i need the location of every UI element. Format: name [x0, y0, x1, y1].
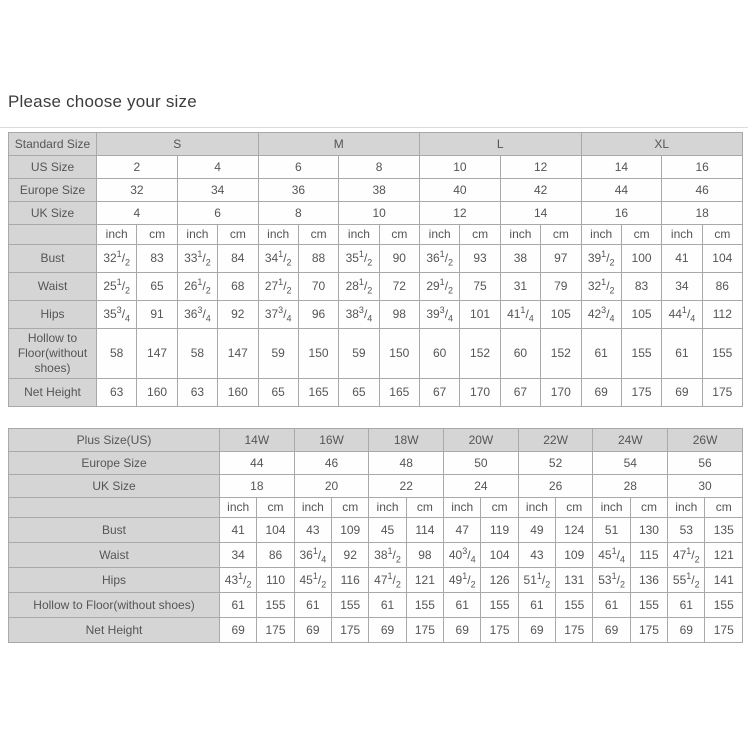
value-cell: $33^1/_2$ — [177, 245, 217, 273]
unit-header: cm — [137, 225, 177, 245]
size-col-header: L — [420, 133, 582, 156]
value-cell: 61 — [444, 593, 481, 618]
value-cell: 121 — [406, 568, 443, 593]
value-cell: 32 — [97, 179, 178, 202]
value-cell: 101 — [460, 301, 500, 329]
value-cell: 91 — [137, 301, 177, 329]
value-cell: 175 — [630, 618, 667, 643]
value-cell: 175 — [621, 379, 661, 407]
value-cell: $45^1/_4$ — [593, 543, 630, 568]
unit-header: cm — [218, 225, 258, 245]
value-cell: 12 — [420, 202, 501, 225]
unit-header: inch — [581, 225, 621, 245]
row-label: Net Height — [9, 379, 97, 407]
unit-header: cm — [705, 498, 743, 518]
size-conversion-row — [9, 202, 743, 225]
value-cell: 24 — [444, 475, 519, 498]
value-cell: 51 — [593, 518, 630, 543]
value-cell: 69 — [662, 379, 702, 407]
value-cell: $26^1/_2$ — [177, 273, 217, 301]
value-cell: 65 — [339, 379, 379, 407]
size-col-header: 14W — [220, 429, 295, 452]
row-label: Europe Size — [9, 452, 220, 475]
value-cell: $32^1/_2$ — [97, 245, 137, 273]
value-cell: $39^1/_2$ — [581, 245, 621, 273]
row-label: Bust — [9, 518, 220, 543]
value-cell: $40^3/_4$ — [444, 543, 481, 568]
unit-header: cm — [460, 225, 500, 245]
value-cell: 61 — [668, 593, 705, 618]
unit-header: cm — [379, 225, 419, 245]
measurement-row — [9, 568, 743, 593]
value-cell: 26 — [518, 475, 593, 498]
value-cell: 75 — [460, 273, 500, 301]
value-cell: 14 — [581, 156, 662, 179]
row-label: Waist — [9, 543, 220, 568]
value-cell: 8 — [258, 202, 339, 225]
value-cell: $36^1/_4$ — [294, 543, 331, 568]
value-cell: 60 — [500, 329, 540, 379]
value-cell: 155 — [406, 593, 443, 618]
value-cell: 175 — [702, 379, 742, 407]
size-col-header: XL — [581, 133, 743, 156]
value-cell: 36 — [258, 179, 339, 202]
value-cell: 63 — [97, 379, 137, 407]
value-cell: 4 — [177, 156, 258, 179]
value-cell: 50 — [444, 452, 519, 475]
unit-header: cm — [556, 498, 593, 518]
value-cell: 34 — [662, 273, 702, 301]
size-col-header: 20W — [444, 429, 519, 452]
unit-header: cm — [621, 225, 661, 245]
size-col-header: 26W — [668, 429, 743, 452]
value-cell: $35^1/_2$ — [339, 245, 379, 273]
value-cell: 114 — [406, 518, 443, 543]
value-cell: 109 — [556, 543, 593, 568]
measurement-row — [9, 379, 743, 407]
value-cell: 12 — [500, 156, 581, 179]
value-cell: $45^1/_2$ — [294, 568, 331, 593]
unit-header: inch — [662, 225, 702, 245]
value-cell: 69 — [444, 618, 481, 643]
value-cell: $47^1/_2$ — [369, 568, 406, 593]
value-cell: 14 — [500, 202, 581, 225]
value-cell: 46 — [294, 452, 369, 475]
value-cell: 92 — [218, 301, 258, 329]
value-cell: 48 — [369, 452, 444, 475]
value-cell: 43 — [518, 543, 555, 568]
value-cell: 10 — [339, 202, 420, 225]
value-cell: 69 — [518, 618, 555, 643]
value-cell: $55^1/_2$ — [668, 568, 705, 593]
value-cell: 115 — [630, 543, 667, 568]
value-cell: 34 — [220, 543, 257, 568]
value-cell: 160 — [218, 379, 258, 407]
value-cell: 86 — [702, 273, 742, 301]
value-cell: 86 — [257, 543, 294, 568]
unit-header: inch — [420, 225, 460, 245]
value-cell: 105 — [541, 301, 581, 329]
value-cell: 155 — [257, 593, 294, 618]
units-row — [9, 498, 743, 518]
unit-header: cm — [481, 498, 518, 518]
value-cell: $41^1/_4$ — [500, 301, 540, 329]
value-cell: 54 — [593, 452, 668, 475]
value-cell: $43^1/_2$ — [220, 568, 257, 593]
value-cell: $25^1/_2$ — [97, 273, 137, 301]
value-cell: 147 — [137, 329, 177, 379]
corner-label: Plus Size(US) — [9, 429, 220, 452]
value-cell: 69 — [294, 618, 331, 643]
value-cell: 44 — [581, 179, 662, 202]
value-cell: 18 — [220, 475, 295, 498]
size-col-header: 18W — [369, 429, 444, 452]
value-cell: 67 — [420, 379, 460, 407]
unit-header: cm — [298, 225, 338, 245]
value-cell: 150 — [379, 329, 419, 379]
measurement-row — [9, 329, 743, 379]
value-cell: 135 — [705, 518, 743, 543]
measurement-row — [9, 618, 743, 643]
value-cell: 60 — [420, 329, 460, 379]
unit-header: inch — [294, 498, 331, 518]
size-header-row — [9, 133, 743, 156]
value-cell: $51^1/_2$ — [518, 568, 555, 593]
value-cell: 126 — [481, 568, 518, 593]
value-cell: $53^1/_2$ — [593, 568, 630, 593]
unit-header: inch — [97, 225, 137, 245]
unit-header: cm — [541, 225, 581, 245]
value-cell: $38^3/_4$ — [339, 301, 379, 329]
value-cell: 8 — [339, 156, 420, 179]
value-cell: $49^1/_2$ — [444, 568, 481, 593]
value-cell: 22 — [369, 475, 444, 498]
value-cell: $47^1/_2$ — [668, 543, 705, 568]
value-cell: 155 — [621, 329, 661, 379]
value-cell: 93 — [460, 245, 500, 273]
size-col-header: 22W — [518, 429, 593, 452]
value-cell: 124 — [556, 518, 593, 543]
unit-header: inch — [500, 225, 540, 245]
corner-label: Standard Size — [9, 133, 97, 156]
value-cell: $42^3/_4$ — [581, 301, 621, 329]
value-cell: 56 — [668, 452, 743, 475]
value-cell: 116 — [332, 568, 369, 593]
value-cell: 100 — [621, 245, 661, 273]
value-cell: $36^3/_4$ — [177, 301, 217, 329]
value-cell: 155 — [630, 593, 667, 618]
measurement-row — [9, 593, 743, 618]
value-cell: 28 — [593, 475, 668, 498]
value-cell: 30 — [668, 475, 743, 498]
row-label: Europe Size — [9, 179, 97, 202]
value-cell: 47 — [444, 518, 481, 543]
value-cell: 175 — [556, 618, 593, 643]
unit-header: inch — [339, 225, 379, 245]
value-cell: 6 — [258, 156, 339, 179]
value-cell: $32^1/_2$ — [581, 273, 621, 301]
value-cell: 61 — [369, 593, 406, 618]
size-conversion-row — [9, 179, 743, 202]
value-cell: 97 — [541, 245, 581, 273]
value-cell: 147 — [218, 329, 258, 379]
value-cell: 175 — [481, 618, 518, 643]
value-cell: 68 — [218, 273, 258, 301]
units-row — [9, 225, 743, 245]
value-cell: 160 — [137, 379, 177, 407]
unit-header: inch — [177, 225, 217, 245]
value-cell: 170 — [541, 379, 581, 407]
value-cell: 44 — [220, 452, 295, 475]
value-cell: 150 — [298, 329, 338, 379]
value-cell: $38^1/_2$ — [369, 543, 406, 568]
unit-header: inch — [369, 498, 406, 518]
value-cell: 69 — [668, 618, 705, 643]
value-cell: 119 — [481, 518, 518, 543]
size-col-header: M — [258, 133, 420, 156]
value-cell: 42 — [500, 179, 581, 202]
unit-header: inch — [518, 498, 555, 518]
value-cell: 121 — [705, 543, 743, 568]
value-cell: 130 — [630, 518, 667, 543]
value-cell: 61 — [518, 593, 555, 618]
value-cell: $44^1/_4$ — [662, 301, 702, 329]
size-conversion-row — [9, 156, 743, 179]
value-cell: 155 — [702, 329, 742, 379]
row-label: Hips — [9, 301, 97, 329]
unit-header: cm — [332, 498, 369, 518]
row-label: UK Size — [9, 475, 220, 498]
value-cell: 88 — [298, 245, 338, 273]
value-cell: 175 — [705, 618, 743, 643]
value-cell: 69 — [220, 618, 257, 643]
value-cell: 104 — [257, 518, 294, 543]
plus-size-table — [8, 428, 743, 643]
unit-header: cm — [257, 498, 294, 518]
value-cell: 136 — [630, 568, 667, 593]
value-cell: 69 — [581, 379, 621, 407]
unit-header: inch — [220, 498, 257, 518]
value-cell: $37^3/_4$ — [258, 301, 298, 329]
units-row-spacer — [9, 225, 97, 245]
value-cell: 105 — [621, 301, 661, 329]
unit-header: inch — [258, 225, 298, 245]
value-cell: 38 — [500, 245, 540, 273]
value-cell: 131 — [556, 568, 593, 593]
value-cell: 61 — [593, 593, 630, 618]
value-cell: 90 — [379, 245, 419, 273]
value-cell: 109 — [332, 518, 369, 543]
measurement-row — [9, 273, 743, 301]
value-cell: 152 — [541, 329, 581, 379]
value-cell: 104 — [702, 245, 742, 273]
value-cell: 61 — [294, 593, 331, 618]
value-cell: 41 — [220, 518, 257, 543]
value-cell: 69 — [369, 618, 406, 643]
row-label: US Size — [9, 156, 97, 179]
unit-header: cm — [702, 225, 742, 245]
value-cell: 6 — [177, 202, 258, 225]
value-cell: 61 — [581, 329, 621, 379]
value-cell: 98 — [379, 301, 419, 329]
row-label: Net Height — [9, 618, 220, 643]
value-cell: 72 — [379, 273, 419, 301]
value-cell: 43 — [294, 518, 331, 543]
measurement-row — [9, 518, 743, 543]
value-cell: 155 — [556, 593, 593, 618]
value-cell: $29^1/_2$ — [420, 273, 460, 301]
value-cell: 59 — [339, 329, 379, 379]
value-cell: 152 — [460, 329, 500, 379]
measurement-row — [9, 245, 743, 273]
value-cell: 58 — [97, 329, 137, 379]
value-cell: $39^3/_4$ — [420, 301, 460, 329]
value-cell: 49 — [518, 518, 555, 543]
units-row-spacer — [9, 498, 220, 518]
value-cell: 112 — [702, 301, 742, 329]
measurement-row — [9, 301, 743, 329]
row-label: Hips — [9, 568, 220, 593]
value-cell: 170 — [460, 379, 500, 407]
value-cell: 65 — [258, 379, 298, 407]
value-cell: 40 — [420, 179, 501, 202]
value-cell: 61 — [662, 329, 702, 379]
size-header-row — [9, 429, 743, 452]
value-cell: 46 — [662, 179, 743, 202]
value-cell: 175 — [406, 618, 443, 643]
value-cell: 69 — [593, 618, 630, 643]
value-cell: 104 — [481, 543, 518, 568]
value-cell: 16 — [662, 156, 743, 179]
value-cell: $35^3/_4$ — [97, 301, 137, 329]
standard-size-table — [8, 132, 743, 407]
value-cell: 83 — [621, 273, 661, 301]
unit-header: inch — [444, 498, 481, 518]
value-cell: 2 — [97, 156, 178, 179]
value-cell: $36^1/_2$ — [420, 245, 460, 273]
value-cell: 165 — [379, 379, 419, 407]
value-cell: $27^1/_2$ — [258, 273, 298, 301]
value-cell: 10 — [420, 156, 501, 179]
size-col-header: S — [97, 133, 259, 156]
value-cell: 63 — [177, 379, 217, 407]
value-cell: 175 — [257, 618, 294, 643]
value-cell: 96 — [298, 301, 338, 329]
value-cell: 98 — [406, 543, 443, 568]
row-label: UK Size — [9, 202, 97, 225]
value-cell: 59 — [258, 329, 298, 379]
value-cell: 61 — [220, 593, 257, 618]
value-cell: 141 — [705, 568, 743, 593]
size-conversion-row — [9, 475, 743, 498]
value-cell: 84 — [218, 245, 258, 273]
value-cell: 155 — [332, 593, 369, 618]
value-cell: 155 — [705, 593, 743, 618]
row-label: Hollow to Floor(without shoes) — [9, 593, 220, 618]
unit-header: cm — [630, 498, 667, 518]
row-label: Waist — [9, 273, 97, 301]
value-cell: 41 — [662, 245, 702, 273]
value-cell: 92 — [332, 543, 369, 568]
value-cell: 165 — [298, 379, 338, 407]
value-cell: 83 — [137, 245, 177, 273]
value-cell: 79 — [541, 273, 581, 301]
value-cell: 16 — [581, 202, 662, 225]
unit-header: cm — [406, 498, 443, 518]
value-cell: 67 — [500, 379, 540, 407]
measurement-row — [9, 543, 743, 568]
unit-header: inch — [593, 498, 630, 518]
value-cell: $28^1/_2$ — [339, 273, 379, 301]
value-cell: 58 — [177, 329, 217, 379]
value-cell: 53 — [668, 518, 705, 543]
value-cell: 4 — [97, 202, 178, 225]
value-cell: 38 — [339, 179, 420, 202]
size-col-header: 16W — [294, 429, 369, 452]
value-cell: 155 — [481, 593, 518, 618]
value-cell: 45 — [369, 518, 406, 543]
value-cell: $34^1/_2$ — [258, 245, 298, 273]
page-title: Please choose your size — [8, 92, 197, 111]
value-cell: 110 — [257, 568, 294, 593]
value-cell: 20 — [294, 475, 369, 498]
value-cell: 34 — [177, 179, 258, 202]
value-cell: 18 — [662, 202, 743, 225]
row-label: Hollow to Floor(without shoes) — [9, 329, 97, 379]
unit-header: inch — [668, 498, 705, 518]
value-cell: 65 — [137, 273, 177, 301]
title-divider — [0, 127, 748, 128]
value-cell: 31 — [500, 273, 540, 301]
size-conversion-row — [9, 452, 743, 475]
value-cell: 70 — [298, 273, 338, 301]
value-cell: 52 — [518, 452, 593, 475]
value-cell: 175 — [332, 618, 369, 643]
row-label: Bust — [9, 245, 97, 273]
size-col-header: 24W — [593, 429, 668, 452]
